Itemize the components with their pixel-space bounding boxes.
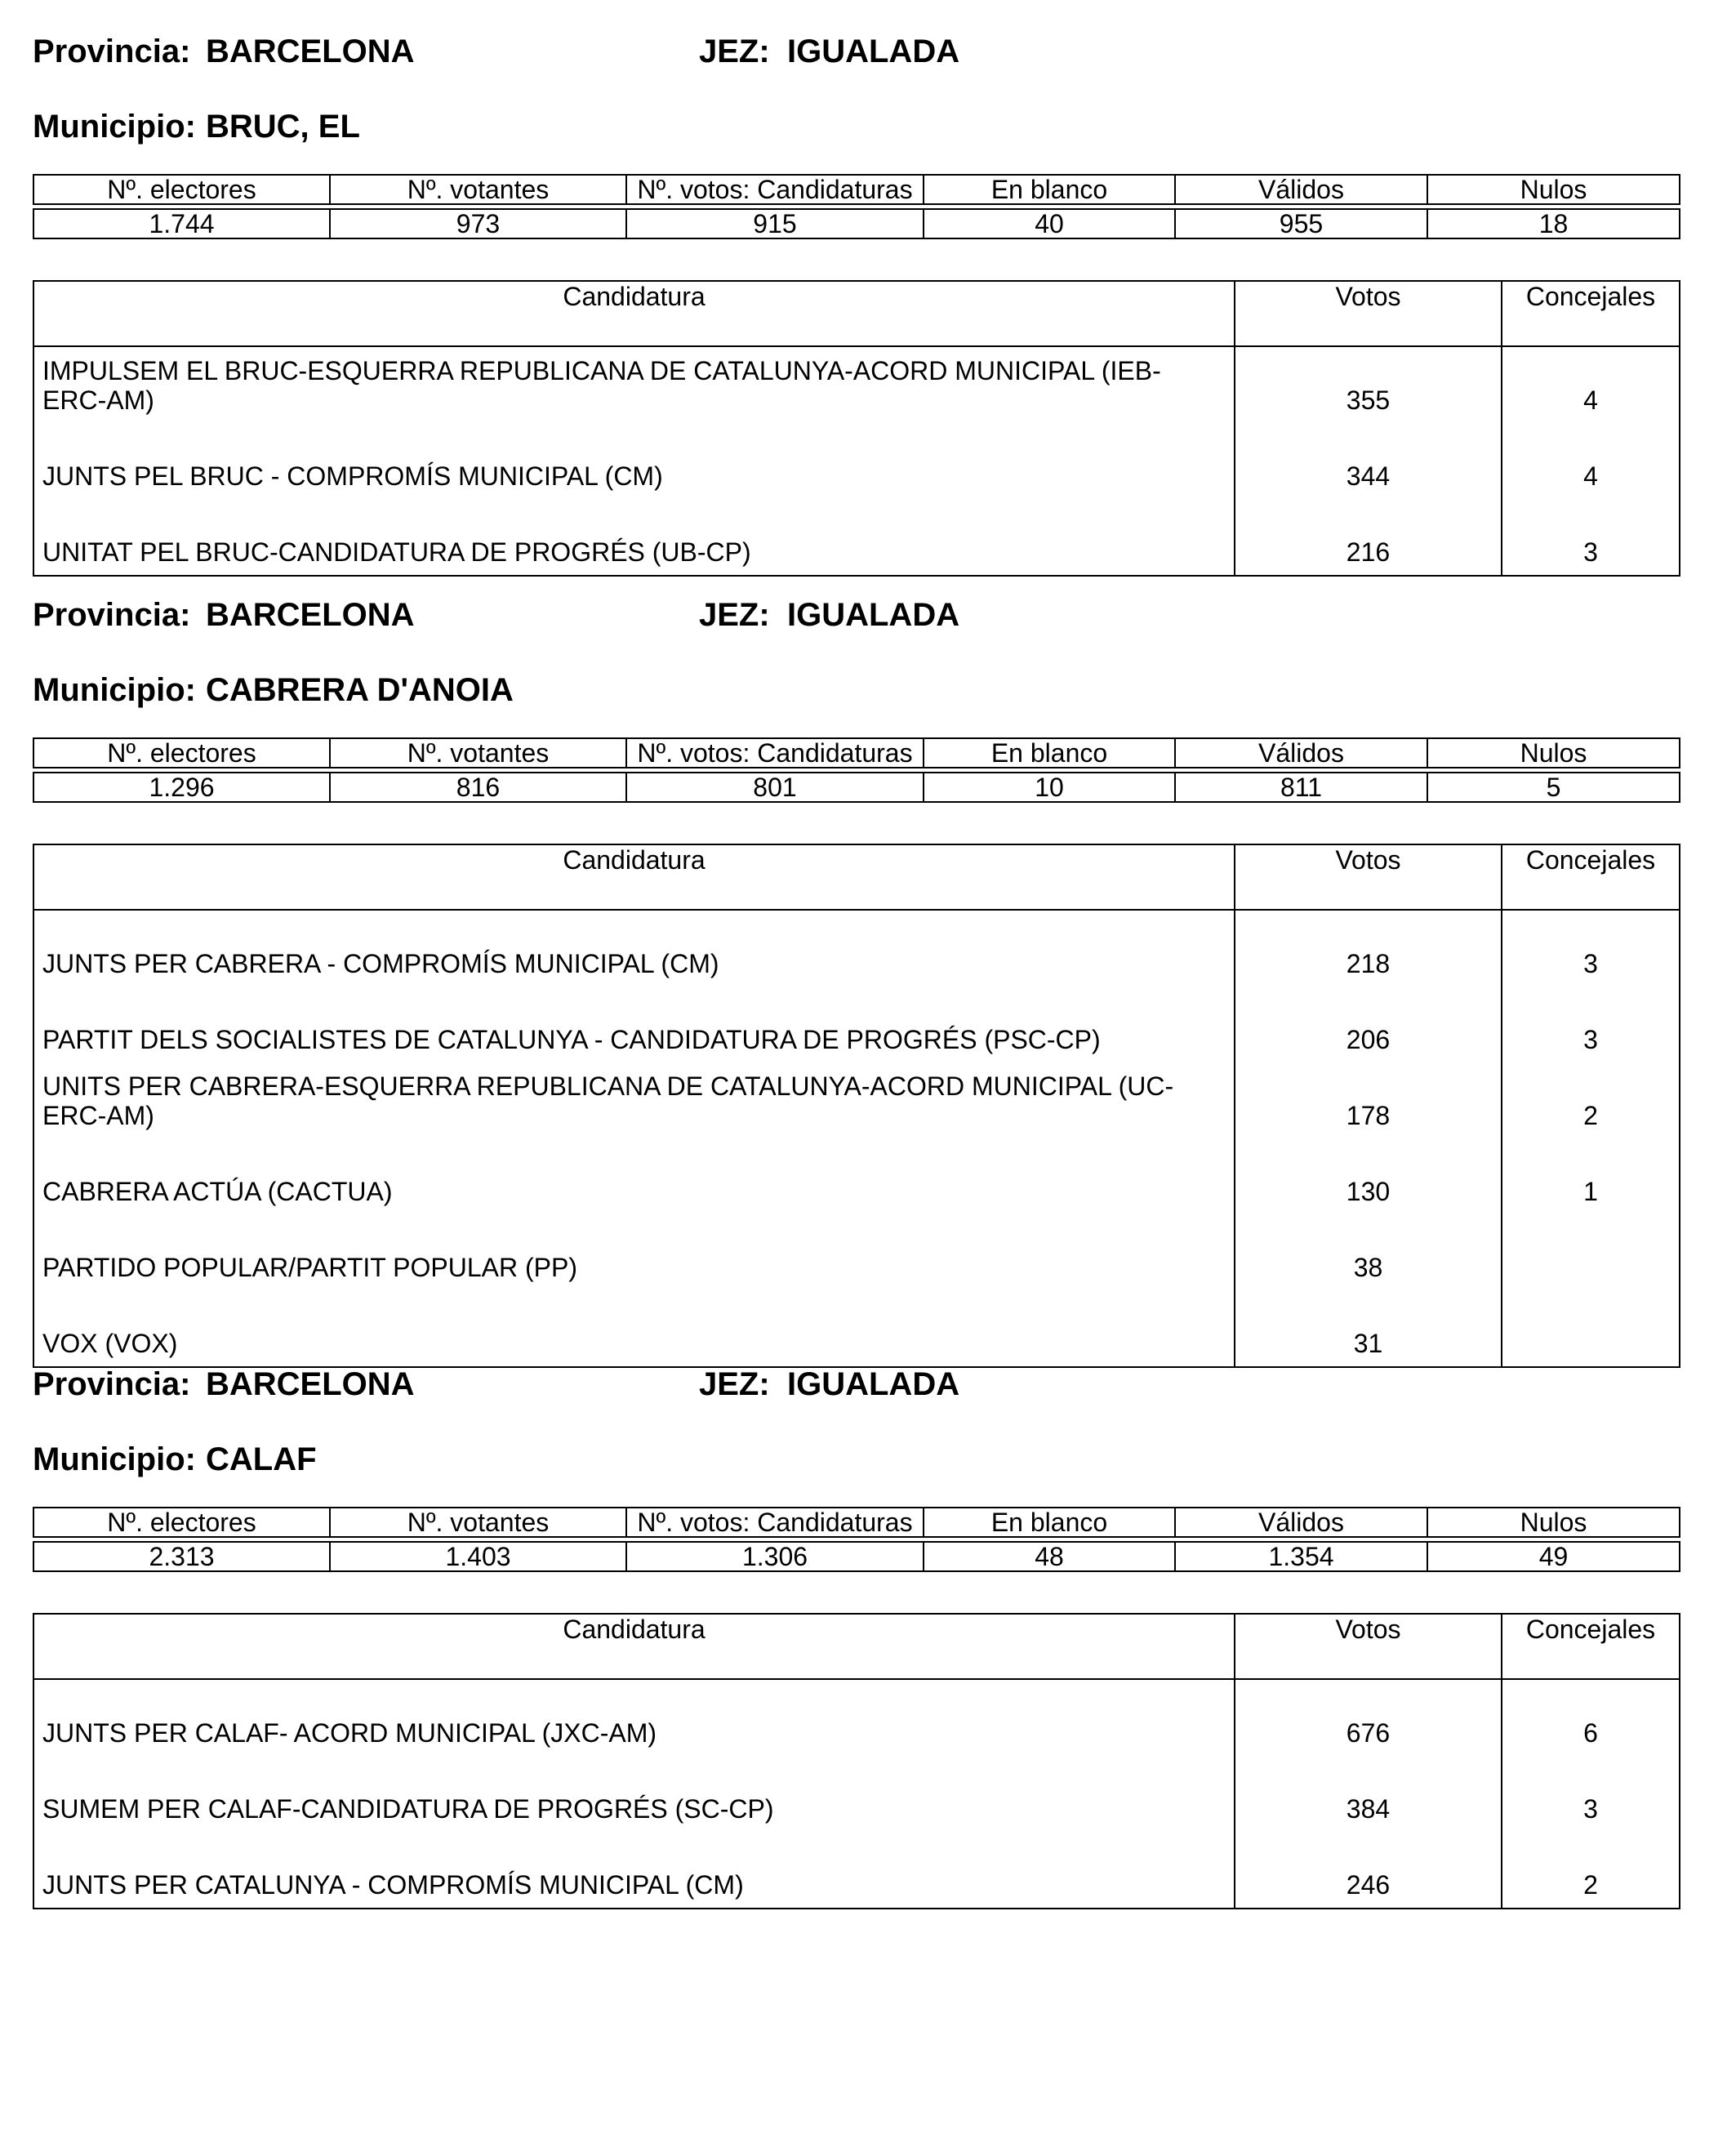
candidatura-cell: JUNTS PEL BRUC - COMPROMÍS MUNICIPAL (CM)	[33, 423, 1235, 499]
nulos-header: Nulos	[1427, 175, 1680, 204]
electores-header: Nº. electores	[33, 175, 330, 204]
electores-value: 1.296	[33, 773, 330, 802]
electores-value: 2.313	[33, 1542, 330, 1571]
candidatura-cell: PARTIT DELS SOCIALISTES DE CATALUNYA - CANDIDATURA DE PROGRÉS (PSC-CP)	[33, 987, 1235, 1062]
votos-header: Votos	[1235, 1614, 1502, 1679]
concejales-cell: 1	[1502, 1138, 1680, 1214]
summary-value-row	[33, 1542, 1680, 1571]
municipio-label: Municipio:	[33, 672, 196, 708]
candidatura-cell: JUNTS PER CALAF- ACORD MUNICIPAL (JXC-AM)	[33, 1679, 1235, 1756]
candidatura-cell: VOX (VOX)	[33, 1290, 1235, 1367]
table-row	[33, 346, 1680, 423]
municipio-label: Municipio:	[33, 109, 196, 145]
nulos-value: 49	[1427, 1542, 1680, 1571]
votos-candidaturas-value: 1.306	[626, 1542, 924, 1571]
votantes-header: Nº. votantes	[330, 1508, 626, 1537]
concejales-header: Concejales	[1502, 844, 1680, 910]
votos-cell: 130	[1235, 1138, 1502, 1214]
table-row	[33, 1679, 1680, 1756]
concejales-cell	[1502, 1214, 1680, 1290]
en-blanco-value: 40	[924, 209, 1175, 238]
votos-cell: 676	[1235, 1679, 1502, 1756]
table-row	[33, 1062, 1680, 1138]
en-blanco-header: En blanco	[924, 738, 1175, 768]
votos-cell: 246	[1235, 1832, 1502, 1909]
votos-candidaturas-header: Nº. votos: Candidaturas	[626, 175, 924, 204]
votantes-value: 973	[330, 209, 626, 238]
summary-header-row	[33, 1508, 1680, 1537]
nulos-header: Nulos	[1427, 738, 1680, 768]
concejales-cell: 2	[1502, 1062, 1680, 1138]
electores-value: 1.744	[33, 209, 330, 238]
concejales-cell: 3	[1502, 1756, 1680, 1832]
summary-table	[33, 1507, 1680, 1572]
votantes-header: Nº. votantes	[330, 175, 626, 204]
provincia-label: Provincia:	[33, 33, 191, 69]
en-blanco-value: 10	[924, 773, 1175, 802]
votos-cell: 218	[1235, 910, 1502, 987]
jez-value: IGUALADA	[787, 1366, 960, 1402]
provincia-label: Provincia:	[33, 1366, 191, 1402]
province-jez-line	[33, 31, 1679, 72]
concejales-cell: 3	[1502, 910, 1680, 987]
en-blanco-header: En blanco	[924, 175, 1175, 204]
provincia-label: Provincia:	[33, 597, 191, 633]
results-header-row	[33, 844, 1680, 910]
jez-value: IGUALADA	[787, 597, 960, 633]
candidatura-cell: CABRERA ACTÚA (CACTUA)	[33, 1138, 1235, 1214]
validos-value: 955	[1175, 209, 1427, 238]
municipio-label: Municipio:	[33, 1441, 196, 1477]
summary-header-row	[33, 738, 1680, 768]
votos-cell: 384	[1235, 1756, 1502, 1832]
nulos-value: 5	[1427, 773, 1680, 802]
concejales-header: Concejales	[1502, 1614, 1680, 1679]
votos-cell: 216	[1235, 499, 1502, 576]
validos-header: Válidos	[1175, 1508, 1427, 1537]
nulos-value: 18	[1427, 209, 1680, 238]
summary-value-row	[33, 209, 1680, 238]
validos-value: 1.354	[1175, 1542, 1427, 1571]
table-row	[33, 1138, 1680, 1214]
results-header-row	[33, 1614, 1680, 1679]
table-row	[33, 423, 1680, 499]
candidatura-cell: PARTIDO POPULAR/PARTIT POPULAR (PP)	[33, 1214, 1235, 1290]
votos-cell: 355	[1235, 346, 1502, 423]
table-row	[33, 1290, 1680, 1367]
municipio-value: CABRERA D'ANOIA	[206, 672, 514, 708]
results-header-row	[33, 281, 1680, 346]
summary-value-row	[33, 773, 1680, 802]
votos-candidaturas-header: Nº. votos: Candidaturas	[626, 1508, 924, 1537]
votos-cell: 178	[1235, 1062, 1502, 1138]
votantes-value: 816	[330, 773, 626, 802]
votos-cell: 206	[1235, 987, 1502, 1062]
concejales-cell: 2	[1502, 1832, 1680, 1909]
votos-cell: 38	[1235, 1214, 1502, 1290]
candidatura-cell: IMPULSEM EL BRUC-ESQUERRA REPUBLICANA DE CATALUNYA-ACORD MUNICIPAL (IEB-ERC-AM)	[33, 346, 1235, 423]
provincia-value: BARCELONA	[206, 597, 415, 633]
province-jez-line	[33, 1364, 1679, 1405]
results-table	[33, 280, 1680, 577]
validos-header: Válidos	[1175, 175, 1427, 204]
concejales-cell: 6	[1502, 1679, 1680, 1756]
results-table	[33, 1613, 1680, 1909]
table-row	[33, 987, 1680, 1062]
concejales-cell: 4	[1502, 423, 1680, 499]
summary-header-row	[33, 175, 1680, 204]
concejales-cell: 3	[1502, 987, 1680, 1062]
votos-candidaturas-value: 915	[626, 209, 924, 238]
en-blanco-header: En blanco	[924, 1508, 1175, 1537]
jez-label: JEZ:	[699, 33, 770, 69]
summary-table	[33, 737, 1680, 803]
concejales-cell	[1502, 1290, 1680, 1367]
candidatura-cell: UNITS PER CABRERA-ESQUERRA REPUBLICANA DE CATALUNYA-ACORD MUNICIPAL (UC-ERC-AM)	[33, 1062, 1235, 1138]
province-jez-line	[33, 595, 1679, 635]
validos-header: Válidos	[1175, 738, 1427, 768]
votos-candidaturas-value: 801	[626, 773, 924, 802]
concejales-cell: 4	[1502, 346, 1680, 423]
electores-header: Nº. electores	[33, 1508, 330, 1537]
summary-table	[33, 174, 1680, 239]
jez-value: IGUALADA	[787, 33, 960, 69]
table-row	[33, 1214, 1680, 1290]
electores-header: Nº. electores	[33, 738, 330, 768]
votantes-header: Nº. votantes	[330, 738, 626, 768]
candidatura-cell: SUMEM PER CALAF-CANDIDATURA DE PROGRÉS (SC-CP)	[33, 1756, 1235, 1832]
votantes-value: 1.403	[330, 1542, 626, 1571]
table-row	[33, 910, 1680, 987]
votos-header: Votos	[1235, 844, 1502, 910]
votos-cell: 31	[1235, 1290, 1502, 1367]
concejales-header: Concejales	[1502, 281, 1680, 346]
validos-value: 811	[1175, 773, 1427, 802]
candidatura-cell: UNITAT PEL BRUC-CANDIDATURA DE PROGRÉS (UB-CP)	[33, 499, 1235, 576]
table-row	[33, 499, 1680, 576]
results-table	[33, 844, 1680, 1368]
provincia-value: BARCELONA	[206, 33, 415, 69]
municipio-value: CALAF	[206, 1441, 317, 1477]
candidatura-cell: JUNTS PER CABRERA - COMPROMÍS MUNICIPAL (CM)	[33, 910, 1235, 987]
municipio-value: BRUC, EL	[206, 109, 360, 145]
table-row	[33, 1832, 1680, 1909]
votos-header: Votos	[1235, 281, 1502, 346]
concejales-cell: 3	[1502, 499, 1680, 576]
en-blanco-value: 48	[924, 1542, 1175, 1571]
candidatura-header: Candidatura	[33, 281, 1235, 346]
candidatura-header: Candidatura	[33, 1614, 1235, 1679]
votos-cell: 344	[1235, 423, 1502, 499]
jez-label: JEZ:	[699, 1366, 770, 1402]
candidatura-cell: JUNTS PER CATALUNYA - COMPROMÍS MUNICIPAL (CM)	[33, 1832, 1235, 1909]
nulos-header: Nulos	[1427, 1508, 1680, 1537]
provincia-value: BARCELONA	[206, 1366, 415, 1402]
votos-candidaturas-header: Nº. votos: Candidaturas	[626, 738, 924, 768]
jez-label: JEZ:	[699, 597, 770, 633]
candidatura-header: Candidatura	[33, 844, 1235, 910]
table-row	[33, 1756, 1680, 1832]
